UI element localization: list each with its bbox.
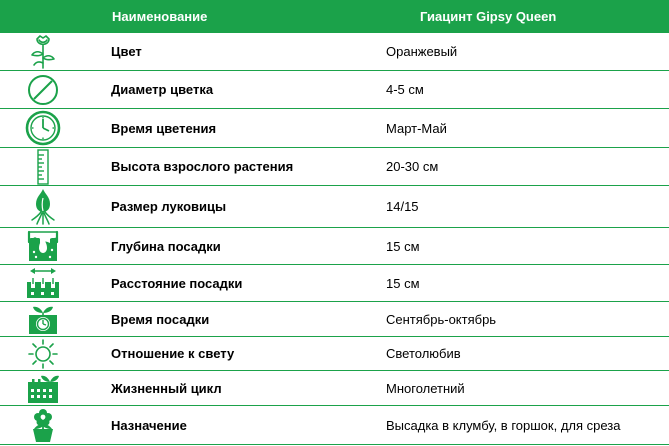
row-value: 4-5 см: [386, 82, 424, 97]
planting-distance-icon: [22, 265, 64, 301]
row-value: Март-Май: [386, 120, 447, 136]
table-row: [0, 33, 669, 71]
row-value: Сентябрь-октябрь: [386, 311, 497, 327]
table-row: [0, 371, 669, 406]
table-header: [0, 0, 669, 33]
calendar-plant-icon: [22, 371, 64, 405]
clock-icon: [22, 109, 64, 147]
bulb-icon: [22, 186, 64, 227]
table-row: [0, 71, 669, 109]
planting-depth-icon: [22, 228, 64, 264]
row-label: Цвет: [111, 44, 142, 59]
sun-icon: [22, 337, 64, 370]
ruler-icon: [22, 148, 64, 185]
row-value: 14/15: [386, 199, 419, 214]
row-label: Отношение к свету: [111, 346, 235, 361]
row-value: Многолетний: [386, 380, 465, 396]
row-label: Расстояние посадки: [111, 275, 243, 291]
header-name-column: Наименование: [112, 9, 208, 24]
row-label: Назначение: [111, 417, 187, 433]
diameter-icon: [22, 71, 64, 108]
row-label: Время цветения: [111, 120, 217, 136]
planting-time-icon: [22, 302, 64, 336]
row-value: Высадка в клумбу, в горшок, для среза: [386, 417, 621, 433]
table-row: [0, 406, 669, 445]
table-row: [0, 228, 669, 265]
table-row: [0, 337, 669, 371]
row-label: Жизненный цикл: [111, 380, 222, 396]
row-label: Диаметр цветка: [111, 82, 214, 97]
rose-icon: [22, 33, 64, 70]
potted-flower-icon: [22, 406, 64, 444]
row-value: 20-30 см: [386, 159, 439, 174]
row-label: Время посадки: [111, 311, 210, 327]
table-row: [0, 148, 669, 186]
row-value: 15 см: [386, 275, 420, 291]
row-value: Светолюбив: [386, 346, 461, 361]
row-value: 15 см: [386, 238, 420, 254]
header-value-column: Гиацинт Gipsy Queen: [420, 9, 557, 24]
table-row: [0, 186, 669, 228]
row-value: Оранжевый: [386, 44, 458, 59]
row-label: Глубина посадки: [111, 238, 221, 254]
row-label: Размер луковицы: [111, 199, 227, 214]
table-row: [0, 109, 669, 148]
table-row: [0, 265, 669, 302]
row-label: Высота взрослого растения: [111, 159, 294, 174]
table-row: [0, 302, 669, 337]
